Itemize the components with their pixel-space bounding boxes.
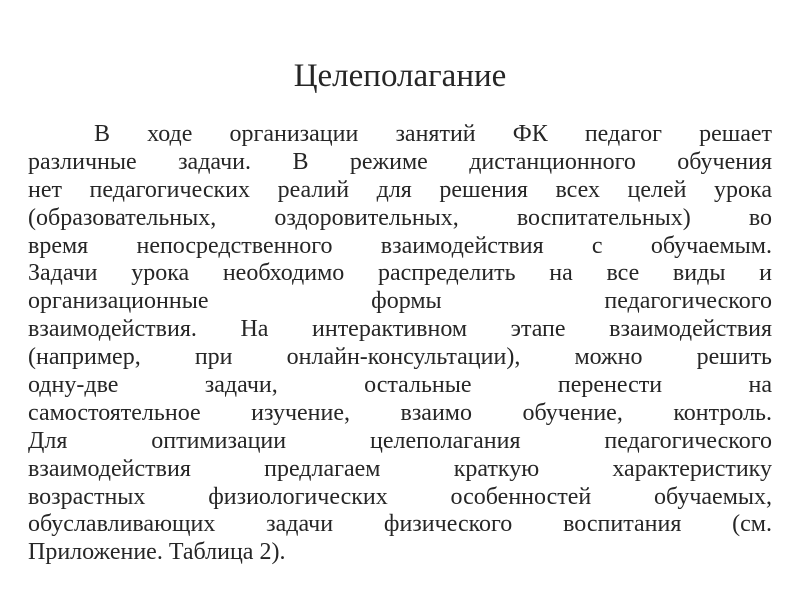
body-line: возрастных физиологических особенностей обучаемых, <box>28 483 772 510</box>
slide-title: Целеполагание <box>293 58 507 94</box>
body-line: Для оптимизации целеполагания педагогического <box>28 427 772 454</box>
body-line: Задачи урока необходимо распределить на все виды и <box>28 260 772 287</box>
body-line: взаимодействия предлагаем краткую характеристику <box>28 455 772 482</box>
body-line: (образовательных, оздоровительных, воспитательных) во <box>28 204 772 231</box>
body-line: различные задачи. В режиме дистанционного обучения <box>28 148 772 175</box>
body-line: Приложение. Таблица 2). <box>28 539 286 566</box>
body-line: время непосредственного взаимодействия с обучаемым. <box>28 232 772 259</box>
body-line: одну-две задачи, остальные перенести на <box>28 372 772 399</box>
body-line: организационные формы педагогического <box>28 288 772 315</box>
body-line: В ходе организации занятий ФК педагог решает <box>94 121 772 147</box>
slide-body-paragraph <box>28 121 772 567</box>
body-line: самостоятельное изучение, взаимо обучение, контроль. <box>28 399 772 426</box>
body-line: (например, при онлайн-консультации), можно решить <box>28 344 772 371</box>
body-line: взаимодействия. На интерактивном этапе взаимодействия <box>28 316 772 343</box>
body-line: нет педагогических реалий для решения всех целей урока <box>28 176 772 203</box>
body-line: обуславливающих задачи физического воспитания (см. <box>28 511 772 538</box>
